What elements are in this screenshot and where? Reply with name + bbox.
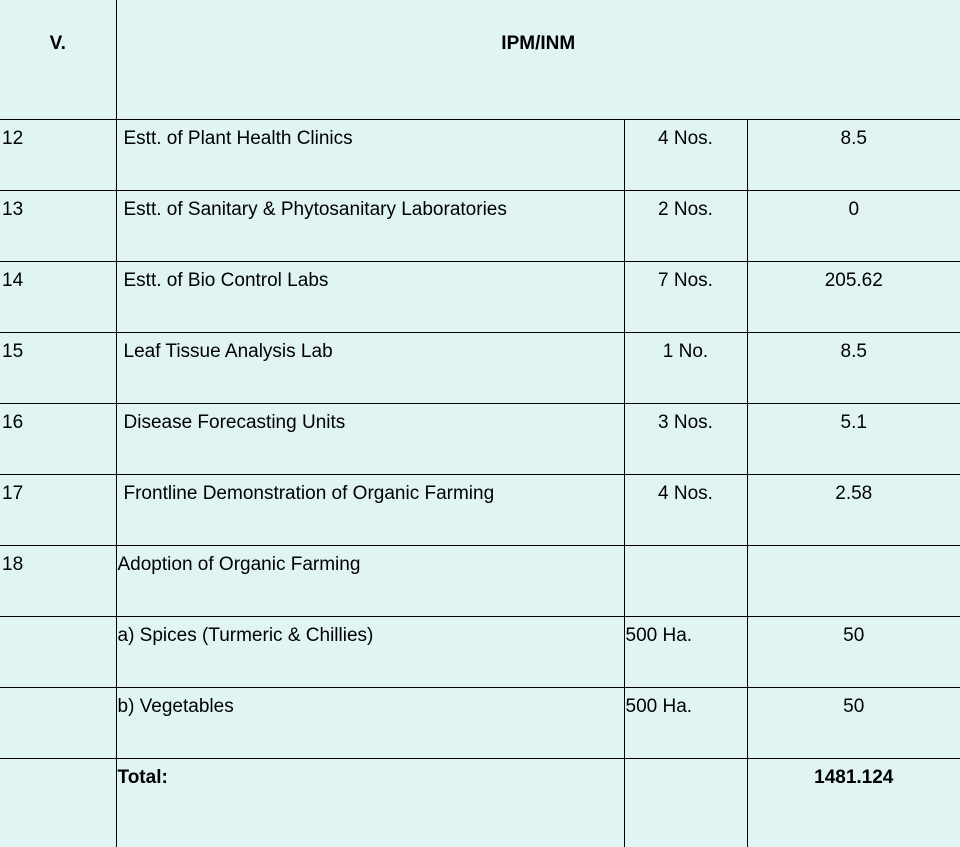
table-row xyxy=(0,404,960,475)
row-item: Disease Forecasting Units xyxy=(116,404,624,475)
row-amount: 50 xyxy=(747,688,960,759)
row-item: a) Spices (Turmeric & Chillies) xyxy=(116,617,624,688)
row-item: Estt. of Sanitary & Phytosanitary Laboratories xyxy=(116,191,624,262)
section-number: V. xyxy=(0,0,116,120)
row-amount: 8.5 xyxy=(747,333,960,404)
row-number: 18 xyxy=(0,546,116,617)
row-item: Estt. of Plant Health Clinics xyxy=(116,120,624,191)
total-label: Total: xyxy=(116,759,624,847)
row-number: 17 xyxy=(0,475,116,546)
table-row xyxy=(0,191,960,262)
row-quantity: 4 Nos. xyxy=(624,475,747,546)
row-quantity: 7 Nos. xyxy=(624,262,747,333)
row-quantity: 500 Ha. xyxy=(624,617,747,688)
row-amount: 2.58 xyxy=(747,475,960,546)
row-number xyxy=(0,617,116,688)
row-quantity: 3 Nos. xyxy=(624,404,747,475)
section-title: IPM/INM xyxy=(116,0,960,120)
row-number: 13 xyxy=(0,191,116,262)
total-number-cell xyxy=(0,759,116,847)
row-quantity: 500 Ha. xyxy=(624,688,747,759)
row-quantity: 1 No. xyxy=(624,333,747,404)
total-row xyxy=(0,759,960,847)
row-amount: 8.5 xyxy=(747,120,960,191)
table-row xyxy=(0,262,960,333)
row-item: Leaf Tissue Analysis Lab xyxy=(116,333,624,404)
table-row xyxy=(0,546,960,617)
row-quantity: 2 Nos. xyxy=(624,191,747,262)
row-item: Frontline Demonstration of Organic Farming xyxy=(116,475,624,546)
row-quantity xyxy=(624,546,747,617)
table-row xyxy=(0,617,960,688)
row-number: 16 xyxy=(0,404,116,475)
row-number: 15 xyxy=(0,333,116,404)
row-amount: 205.62 xyxy=(747,262,960,333)
row-quantity: 4 Nos. xyxy=(624,120,747,191)
table-row xyxy=(0,688,960,759)
row-item: Adoption of Organic Farming xyxy=(116,546,624,617)
row-amount: 5.1 xyxy=(747,404,960,475)
total-quantity-cell xyxy=(624,759,747,847)
row-number: 14 xyxy=(0,262,116,333)
row-number xyxy=(0,688,116,759)
row-number: 12 xyxy=(0,120,116,191)
total-amount: 1481.124 xyxy=(747,759,960,847)
row-amount xyxy=(747,546,960,617)
row-item: Estt. of Bio Control Labs xyxy=(116,262,624,333)
table-row xyxy=(0,120,960,191)
row-amount: 50 xyxy=(747,617,960,688)
table-row xyxy=(0,475,960,546)
row-item: b) Vegetables xyxy=(116,688,624,759)
table-header-row xyxy=(0,0,960,120)
row-amount: 0 xyxy=(747,191,960,262)
table-row xyxy=(0,333,960,404)
